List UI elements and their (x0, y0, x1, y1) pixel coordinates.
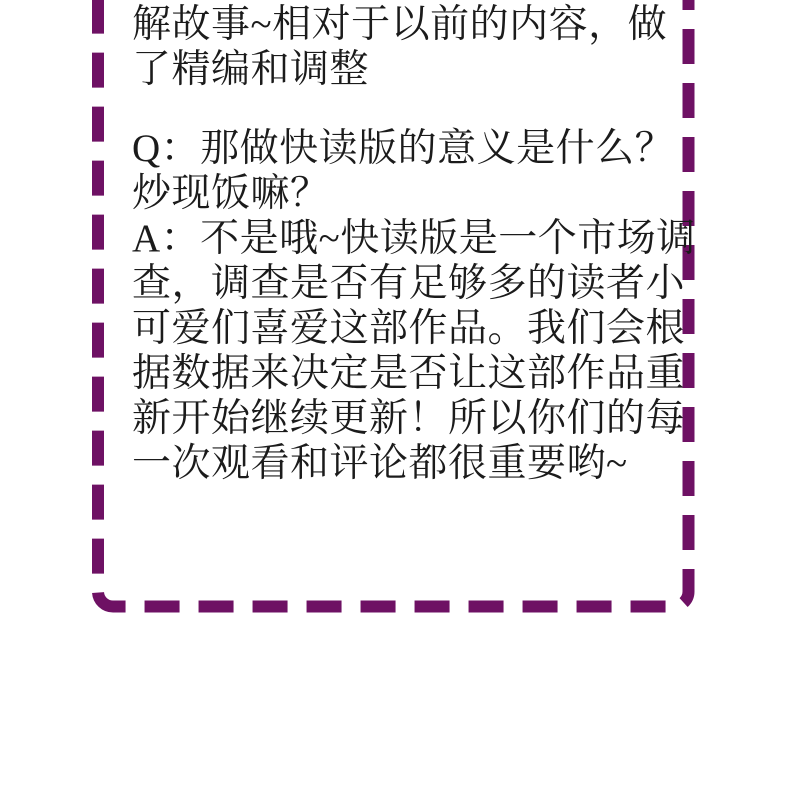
text-line: 据数据来决定是否让这部作品重 (132, 352, 686, 395)
text-line: 炒现饭嘛？ (132, 172, 330, 215)
text-line: A：不是哦~快读版是一个市场调 (132, 217, 696, 260)
text-line: 了精编和调整 (132, 48, 370, 91)
text-line: 一次观看和评论都很重要哟~ (132, 442, 628, 485)
text-line: 新开始继续更新！所以你们的每 (132, 397, 686, 440)
notice-text-block (132, 2, 696, 486)
text-line-blank (132, 92, 692, 126)
text-line: 解故事~相对于以前的内容，做 (132, 3, 668, 46)
text-line: 查，调查是否有足够多的读者小 (132, 262, 686, 305)
text-line: Q：那做快读版的意义是什么？ (132, 127, 675, 170)
text-line: 可爱们喜爱这部作品。我们会根 (132, 307, 686, 350)
